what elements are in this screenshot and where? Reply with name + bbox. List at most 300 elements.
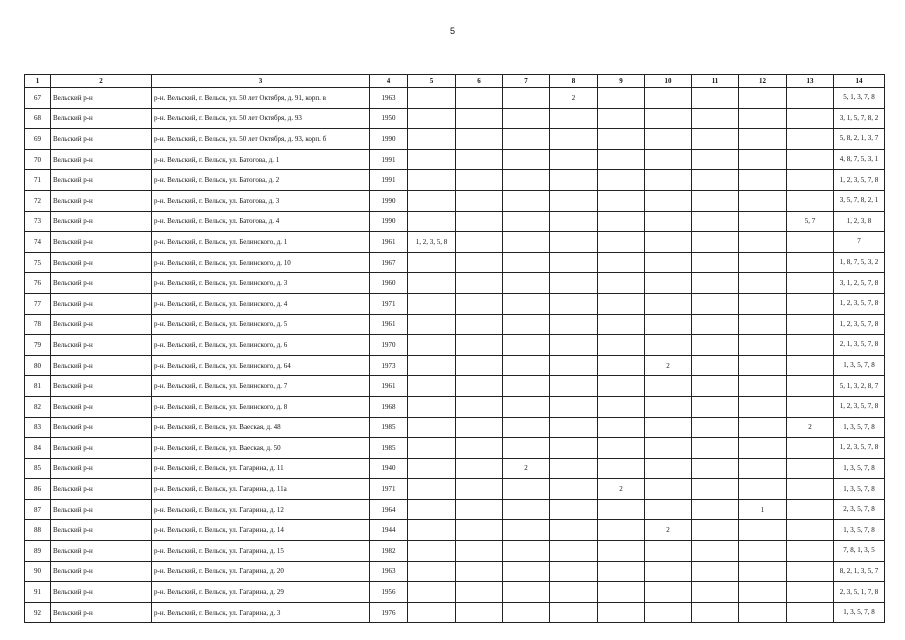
district-cell: Вельский р-н <box>51 396 152 417</box>
address-cell: р-н. Вельский, г. Вельск, ул. Ваеская, д. 50 <box>152 438 370 459</box>
col-13-cell <box>787 602 834 623</box>
col-12-cell <box>739 232 787 253</box>
col-10-cell <box>645 88 692 109</box>
col-12-cell <box>739 417 787 438</box>
column-header-3: 3 <box>152 75 370 88</box>
col-5-cell <box>408 520 456 541</box>
col-9-cell <box>598 355 645 376</box>
col-9-cell <box>598 211 645 232</box>
address-cell: р-н. Вельский, г. Вельск, ул. 50 лет Октября, д. 93, корп. б <box>152 129 370 150</box>
table-row <box>25 252 885 273</box>
col-9-cell <box>598 335 645 356</box>
col-6-cell <box>456 438 503 459</box>
col-13-cell <box>787 458 834 479</box>
col-6-cell <box>456 520 503 541</box>
col-9-cell <box>598 170 645 191</box>
col-13-cell <box>787 108 834 129</box>
col-12-cell <box>739 108 787 129</box>
col-11-cell <box>692 293 739 314</box>
col-7-cell <box>503 252 550 273</box>
year-built-cell: 1940 <box>370 458 408 479</box>
col-13-cell: 5, 7 <box>787 211 834 232</box>
col-10-cell <box>645 273 692 294</box>
col-5-cell <box>408 273 456 294</box>
col-8-cell <box>550 149 598 170</box>
col-14-cell: 5, 1, 3, 7, 8 <box>834 88 885 109</box>
district-cell: Вельский р-н <box>51 335 152 356</box>
col-7-cell <box>503 602 550 623</box>
col-5-cell <box>408 170 456 191</box>
col-6-cell <box>456 252 503 273</box>
col-6-cell <box>456 335 503 356</box>
col-10-cell: 2 <box>645 355 692 376</box>
table-row <box>25 438 885 459</box>
row-number-cell: 88 <box>25 520 51 541</box>
col-14-cell: 1, 3, 5, 7, 8 <box>834 417 885 438</box>
table-row <box>25 273 885 294</box>
col-5-cell <box>408 252 456 273</box>
col-8-cell <box>550 561 598 582</box>
col-5-cell <box>408 438 456 459</box>
table-row <box>25 479 885 500</box>
col-9-cell <box>598 88 645 109</box>
district-cell: Вельский р-н <box>51 438 152 459</box>
year-built-cell: 1971 <box>370 479 408 500</box>
col-10-cell <box>645 129 692 150</box>
col-9-cell <box>598 252 645 273</box>
col-10-cell <box>645 417 692 438</box>
table-row <box>25 376 885 397</box>
col-10-cell <box>645 458 692 479</box>
col-13-cell <box>787 273 834 294</box>
col-12-cell <box>739 438 787 459</box>
col-8-cell <box>550 376 598 397</box>
col-14-cell: 2, 3, 5, 1, 7, 8 <box>834 582 885 603</box>
year-built-cell: 1985 <box>370 417 408 438</box>
col-8-cell <box>550 541 598 562</box>
col-10-cell <box>645 232 692 253</box>
table-row <box>25 417 885 438</box>
col-14-cell: 2, 3, 5, 7, 8 <box>834 499 885 520</box>
col-10-cell <box>645 499 692 520</box>
col-8-cell <box>550 479 598 500</box>
address-cell: р-н. Вельский, г. Вельск, ул. Батогова, д. 2 <box>152 170 370 191</box>
col-8-cell <box>550 108 598 129</box>
col-12-cell <box>739 396 787 417</box>
col-8-cell <box>550 293 598 314</box>
row-number-cell: 85 <box>25 458 51 479</box>
year-built-cell: 1991 <box>370 170 408 191</box>
year-built-cell: 1963 <box>370 561 408 582</box>
col-8-cell <box>550 458 598 479</box>
col-11-cell <box>692 458 739 479</box>
col-10-cell <box>645 252 692 273</box>
address-cell: р-н. Вельский, г. Вельск, ул. Гагарина, д. 3 <box>152 602 370 623</box>
col-13-cell <box>787 314 834 335</box>
address-cell: р-н. Вельский, г. Вельск, ул. Белинского, д. 1 <box>152 232 370 253</box>
col-13-cell <box>787 541 834 562</box>
district-cell: Вельский р-н <box>51 479 152 500</box>
col-13-cell <box>787 129 834 150</box>
col-7-cell <box>503 561 550 582</box>
col-6-cell <box>456 108 503 129</box>
table-row <box>25 561 885 582</box>
col-6-cell <box>456 561 503 582</box>
year-built-cell: 1964 <box>370 499 408 520</box>
col-14-cell: 5, 8, 2, 1, 3, 7 <box>834 129 885 150</box>
col-11-cell <box>692 232 739 253</box>
address-cell: р-н. Вельский, г. Вельск, ул. Гагарина, д. 11 <box>152 458 370 479</box>
col-12-cell <box>739 129 787 150</box>
row-number-cell: 67 <box>25 88 51 109</box>
col-7-cell <box>503 88 550 109</box>
col-6-cell <box>456 582 503 603</box>
col-12-cell <box>739 190 787 211</box>
row-number-cell: 71 <box>25 170 51 191</box>
table-row <box>25 129 885 150</box>
year-built-cell: 1961 <box>370 232 408 253</box>
col-8-cell <box>550 314 598 335</box>
col-11-cell <box>692 479 739 500</box>
year-built-cell: 1963 <box>370 88 408 109</box>
col-6-cell <box>456 458 503 479</box>
table-row <box>25 211 885 232</box>
col-10-cell <box>645 602 692 623</box>
table-body <box>25 88 885 623</box>
col-12-cell <box>739 252 787 273</box>
col-10-cell <box>645 376 692 397</box>
col-12-cell <box>739 520 787 541</box>
col-10-cell: 2 <box>645 520 692 541</box>
col-11-cell <box>692 88 739 109</box>
address-cell: р-н. Вельский, г. Вельск, ул. Батогова, д. 4 <box>152 211 370 232</box>
address-cell: р-н. Вельский, г. Вельск, ул. Белинского, д. 64 <box>152 355 370 376</box>
col-6-cell <box>456 479 503 500</box>
col-12-cell <box>739 293 787 314</box>
col-13-cell <box>787 252 834 273</box>
col-12-cell <box>739 582 787 603</box>
col-10-cell <box>645 108 692 129</box>
col-5-cell <box>408 108 456 129</box>
col-11-cell <box>692 335 739 356</box>
col-9-cell <box>598 108 645 129</box>
district-cell: Вельский р-н <box>51 417 152 438</box>
col-7-cell <box>503 293 550 314</box>
col-8-cell <box>550 273 598 294</box>
col-6-cell <box>456 273 503 294</box>
col-5-cell <box>408 355 456 376</box>
table-row <box>25 232 885 253</box>
col-14-cell: 1, 3, 5, 7, 8 <box>834 602 885 623</box>
col-8-cell <box>550 520 598 541</box>
col-12-cell <box>739 170 787 191</box>
col-10-cell <box>645 190 692 211</box>
col-12-cell <box>739 335 787 356</box>
col-6-cell <box>456 417 503 438</box>
col-9-cell <box>598 376 645 397</box>
row-number-cell: 77 <box>25 293 51 314</box>
col-11-cell <box>692 108 739 129</box>
col-5-cell <box>408 376 456 397</box>
row-number-cell: 72 <box>25 190 51 211</box>
col-6-cell <box>456 541 503 562</box>
column-header-14: 14 <box>834 75 885 88</box>
col-7-cell <box>503 211 550 232</box>
col-5-cell <box>408 211 456 232</box>
col-14-cell: 1, 2, 3, 5, 7, 8 <box>834 314 885 335</box>
col-11-cell <box>692 355 739 376</box>
address-cell: р-н. Вельский, г. Вельск, ул. Белинского, д. 10 <box>152 252 370 273</box>
col-11-cell <box>692 582 739 603</box>
district-cell: Вельский р-н <box>51 541 152 562</box>
col-6-cell <box>456 211 503 232</box>
district-cell: Вельский р-н <box>51 520 152 541</box>
year-built-cell: 1956 <box>370 582 408 603</box>
table-row <box>25 190 885 211</box>
row-number-cell: 70 <box>25 149 51 170</box>
col-8-cell <box>550 170 598 191</box>
district-cell: Вельский р-н <box>51 499 152 520</box>
address-cell: р-н. Вельский, г. Вельск, ул. Гагарина, д. 15 <box>152 541 370 562</box>
col-7-cell <box>503 190 550 211</box>
address-cell: р-н. Вельский, г. Вельск, ул. Гагарина, д. 11а <box>152 479 370 500</box>
col-13-cell <box>787 170 834 191</box>
col-5-cell <box>408 396 456 417</box>
col-14-cell: 4, 8, 7, 5, 3, 1 <box>834 149 885 170</box>
year-built-cell: 1960 <box>370 273 408 294</box>
row-number-cell: 81 <box>25 376 51 397</box>
col-5-cell <box>408 458 456 479</box>
col-10-cell <box>645 582 692 603</box>
year-built-cell: 1968 <box>370 396 408 417</box>
col-8-cell <box>550 499 598 520</box>
col-13-cell <box>787 190 834 211</box>
col-14-cell: 3, 1, 5, 7, 8, 2 <box>834 108 885 129</box>
district-cell: Вельский р-н <box>51 108 152 129</box>
column-header-9: 9 <box>598 75 645 88</box>
table-row <box>25 314 885 335</box>
year-built-cell: 1976 <box>370 602 408 623</box>
col-14-cell: 8, 2, 1, 3, 5, 7 <box>834 561 885 582</box>
col-10-cell <box>645 438 692 459</box>
col-7-cell <box>503 438 550 459</box>
col-8-cell <box>550 602 598 623</box>
col-12-cell <box>739 479 787 500</box>
col-10-cell <box>645 335 692 356</box>
col-5-cell <box>408 541 456 562</box>
year-built-cell: 1961 <box>370 376 408 397</box>
year-built-cell: 1991 <box>370 149 408 170</box>
col-13-cell <box>787 479 834 500</box>
year-built-cell: 1973 <box>370 355 408 376</box>
col-9-cell <box>598 520 645 541</box>
col-14-cell: 2, 1, 3, 5, 7, 8 <box>834 335 885 356</box>
col-14-cell: 1, 3, 5, 7, 8 <box>834 355 885 376</box>
column-header-12: 12 <box>739 75 787 88</box>
col-7-cell <box>503 417 550 438</box>
address-cell: р-н. Вельский, г. Вельск, ул. Белинского, д. 8 <box>152 396 370 417</box>
col-7-cell <box>503 314 550 335</box>
row-number-cell: 87 <box>25 499 51 520</box>
col-7-cell <box>503 499 550 520</box>
col-13-cell <box>787 561 834 582</box>
district-cell: Вельский р-н <box>51 252 152 273</box>
header-row <box>25 75 885 88</box>
col-7-cell <box>503 335 550 356</box>
col-13-cell <box>787 520 834 541</box>
col-12-cell <box>739 211 787 232</box>
col-13-cell <box>787 376 834 397</box>
col-9-cell <box>598 232 645 253</box>
col-5-cell <box>408 417 456 438</box>
col-7-cell <box>503 520 550 541</box>
col-5-cell: 1, 2, 3, 5, 8 <box>408 232 456 253</box>
district-cell: Вельский р-н <box>51 190 152 211</box>
col-6-cell <box>456 355 503 376</box>
col-9-cell <box>598 582 645 603</box>
col-11-cell <box>692 273 739 294</box>
district-cell: Вельский р-н <box>51 273 152 294</box>
col-9-cell <box>598 417 645 438</box>
col-12-cell <box>739 273 787 294</box>
district-cell: Вельский р-н <box>51 211 152 232</box>
district-cell: Вельский р-н <box>51 293 152 314</box>
col-14-cell: 1, 2, 3, 5, 7, 8 <box>834 293 885 314</box>
col-9-cell <box>598 438 645 459</box>
column-header-4: 4 <box>370 75 408 88</box>
column-header-7: 7 <box>503 75 550 88</box>
col-9-cell <box>598 602 645 623</box>
col-9-cell <box>598 561 645 582</box>
col-12-cell: 1 <box>739 499 787 520</box>
address-cell: р-н. Вельский, г. Вельск, ул. Батогова, д. 3 <box>152 190 370 211</box>
col-9-cell <box>598 314 645 335</box>
col-13-cell <box>787 232 834 253</box>
col-12-cell <box>739 561 787 582</box>
table-row <box>25 541 885 562</box>
row-number-cell: 92 <box>25 602 51 623</box>
district-cell: Вельский р-н <box>51 582 152 603</box>
row-number-cell: 73 <box>25 211 51 232</box>
column-header-6: 6 <box>456 75 503 88</box>
col-7-cell <box>503 232 550 253</box>
col-9-cell <box>598 396 645 417</box>
district-cell: Вельский р-н <box>51 561 152 582</box>
col-14-cell: 3, 1, 2, 5, 7, 8 <box>834 273 885 294</box>
col-7-cell <box>503 355 550 376</box>
col-10-cell <box>645 293 692 314</box>
address-cell: р-н. Вельский, г. Вельск, ул. Гагарина, д. 29 <box>152 582 370 603</box>
year-built-cell: 1990 <box>370 190 408 211</box>
col-5-cell <box>408 582 456 603</box>
col-9-cell <box>598 273 645 294</box>
table-row <box>25 170 885 191</box>
year-built-cell: 1961 <box>370 314 408 335</box>
col-11-cell <box>692 499 739 520</box>
col-10-cell <box>645 211 692 232</box>
col-11-cell <box>692 149 739 170</box>
address-cell: р-н. Вельский, г. Вельск, ул. Гагарина, д. 14 <box>152 520 370 541</box>
address-cell: р-н. Вельский, г. Вельск, ул. 50 лет Октября, д. 91, корп. в <box>152 88 370 109</box>
col-6-cell <box>456 314 503 335</box>
col-10-cell <box>645 396 692 417</box>
col-6-cell <box>456 602 503 623</box>
col-8-cell <box>550 232 598 253</box>
col-14-cell: 7 <box>834 232 885 253</box>
col-11-cell <box>692 541 739 562</box>
row-number-cell: 69 <box>25 129 51 150</box>
table-row <box>25 520 885 541</box>
address-cell: р-н. Вельский, г. Вельск, ул. Батогова, д. 1 <box>152 149 370 170</box>
col-11-cell <box>692 170 739 191</box>
col-11-cell <box>692 129 739 150</box>
district-cell: Вельский р-н <box>51 149 152 170</box>
district-cell: Вельский р-н <box>51 602 152 623</box>
col-9-cell <box>598 149 645 170</box>
col-8-cell <box>550 417 598 438</box>
col-13-cell <box>787 438 834 459</box>
table-row <box>25 149 885 170</box>
table-row <box>25 458 885 479</box>
table-row <box>25 335 885 356</box>
col-9-cell <box>598 499 645 520</box>
row-number-cell: 78 <box>25 314 51 335</box>
address-cell: р-н. Вельский, г. Вельск, ул. Белинского, д. 5 <box>152 314 370 335</box>
col-11-cell <box>692 417 739 438</box>
col-14-cell: 1, 2, 3, 5, 7, 8 <box>834 438 885 459</box>
row-number-cell: 80 <box>25 355 51 376</box>
table-row <box>25 602 885 623</box>
year-built-cell: 1967 <box>370 252 408 273</box>
row-number-cell: 83 <box>25 417 51 438</box>
col-14-cell: 3, 5, 7, 8, 2, 1 <box>834 190 885 211</box>
col-6-cell <box>456 396 503 417</box>
row-number-cell: 91 <box>25 582 51 603</box>
col-7-cell <box>503 396 550 417</box>
district-cell: Вельский р-н <box>51 170 152 191</box>
col-14-cell: 1, 2, 3, 5, 7, 8 <box>834 170 885 191</box>
table-row <box>25 499 885 520</box>
col-10-cell <box>645 170 692 191</box>
year-built-cell: 1971 <box>370 293 408 314</box>
address-cell: р-н. Вельский, г. Вельск, ул. 50 лет Октября, д. 93 <box>152 108 370 129</box>
col-7-cell: 2 <box>503 458 550 479</box>
col-7-cell <box>503 479 550 500</box>
col-12-cell <box>739 376 787 397</box>
address-cell: р-н. Вельский, г. Вельск, ул. Белинского, д. 4 <box>152 293 370 314</box>
col-6-cell <box>456 376 503 397</box>
col-9-cell: 2 <box>598 479 645 500</box>
table-row <box>25 88 885 109</box>
col-6-cell <box>456 88 503 109</box>
col-13-cell <box>787 396 834 417</box>
col-6-cell <box>456 170 503 191</box>
col-12-cell <box>739 149 787 170</box>
col-11-cell <box>692 520 739 541</box>
col-14-cell: 7, 8, 1, 3, 5 <box>834 541 885 562</box>
row-number-cell: 86 <box>25 479 51 500</box>
col-12-cell <box>739 314 787 335</box>
col-11-cell <box>692 314 739 335</box>
col-5-cell <box>408 88 456 109</box>
col-6-cell <box>456 499 503 520</box>
col-8-cell <box>550 129 598 150</box>
row-number-cell: 76 <box>25 273 51 294</box>
address-cell: р-н. Вельский, г. Вельск, ул. Ваеская, д. 48 <box>152 417 370 438</box>
column-header-13: 13 <box>787 75 834 88</box>
col-12-cell <box>739 355 787 376</box>
col-5-cell <box>408 293 456 314</box>
